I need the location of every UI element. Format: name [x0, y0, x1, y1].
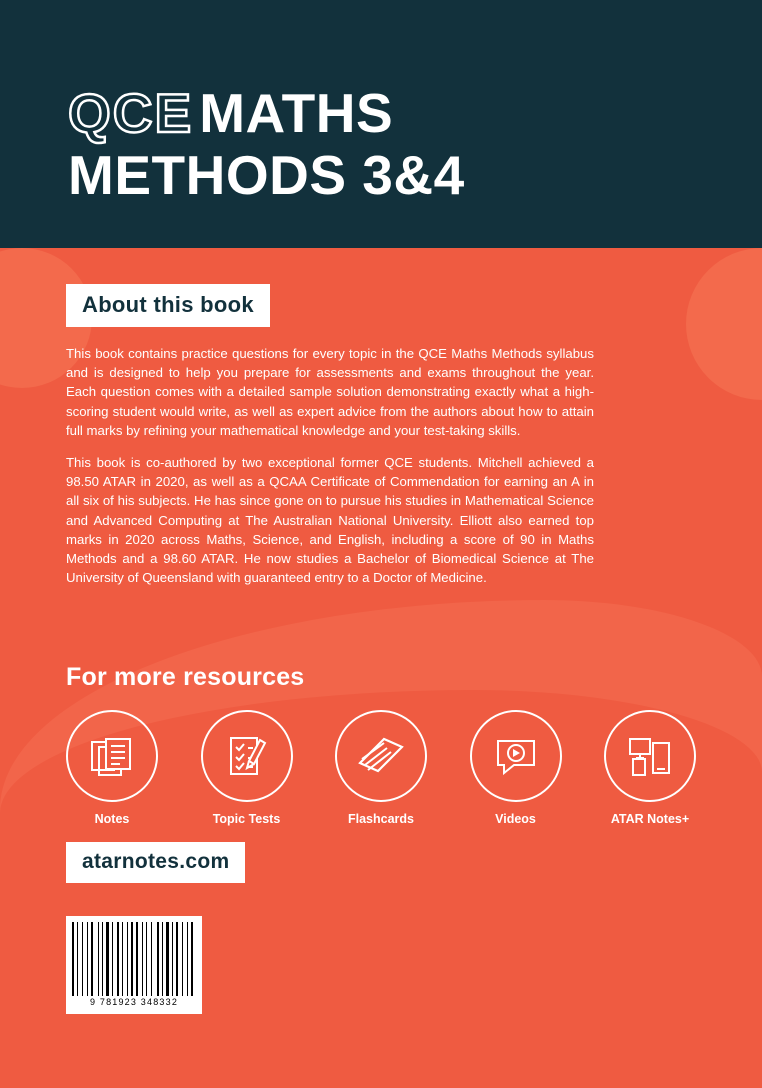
resource-label: ATAR Notes+ — [610, 812, 690, 826]
resource-label: Topic Tests — [212, 812, 281, 826]
resource-item-flashcards[interactable] — [335, 710, 427, 826]
about-paragraph-2: This book is co-authored by two exceptional former QCE students. Mitchell achieved a 98.50 ATAR in 2020, as well as a QCAA Certificate of Commendation for earning an A in all six of his subjects. He has since gone on to pursue his studies in Mathematical Science and Advanced Computing at The Australian National University. Elliott also earned top marks in 2020 across Maths, Science, and English, including a score of 90 in Maths Methods and a 98.60 ATAR. He now studies a Bachelor of Biomedical Science at The University of Queensland with guaranteed entry to a Doctor of Medicine. — [66, 455, 594, 586]
qce-wordmark: QCE — [68, 82, 194, 144]
barcode-bars — [72, 922, 196, 996]
topic-tests-icon — [201, 710, 293, 802]
subject-name: MATHS — [199, 82, 394, 144]
resource-item-videos[interactable] — [470, 710, 562, 826]
about-paragraph-1: This book contains practice questions for every topic in the QCE Maths Methods syllabus and is designed to help you prepare for assessments and exams throughout the year. Each question comes with a detailed sample solution demonstrating exactly what a high-scoring student would write, as well as expert advice from the authors about how to attain full marks by refining your mathematical knowledge and your test-taking skills. — [66, 346, 594, 438]
book-title-line-2: METHODS 3&4 — [68, 144, 465, 206]
barcode — [66, 916, 202, 1014]
website-link[interactable]: atarnotes.com — [66, 842, 245, 883]
videos-icon — [470, 710, 562, 802]
resource-label: Notes — [94, 812, 130, 826]
flashcards-icon — [335, 710, 427, 802]
for-more-resources-heading: For more resources — [66, 663, 305, 691]
barcode-number: 9 781923 348332 — [89, 997, 179, 1007]
devices-icon — [604, 710, 696, 802]
about-this-book-body — [66, 344, 594, 600]
resource-item-atar-notes-plus[interactable] — [604, 710, 696, 826]
notes-icon — [66, 710, 158, 802]
resource-label: Flashcards — [347, 812, 414, 826]
about-this-book-heading: About this book — [66, 284, 270, 327]
resource-label: Videos — [495, 812, 536, 826]
resource-item-topic-tests[interactable] — [201, 710, 293, 826]
resource-item-notes[interactable] — [66, 710, 158, 826]
resources-list — [66, 710, 696, 826]
